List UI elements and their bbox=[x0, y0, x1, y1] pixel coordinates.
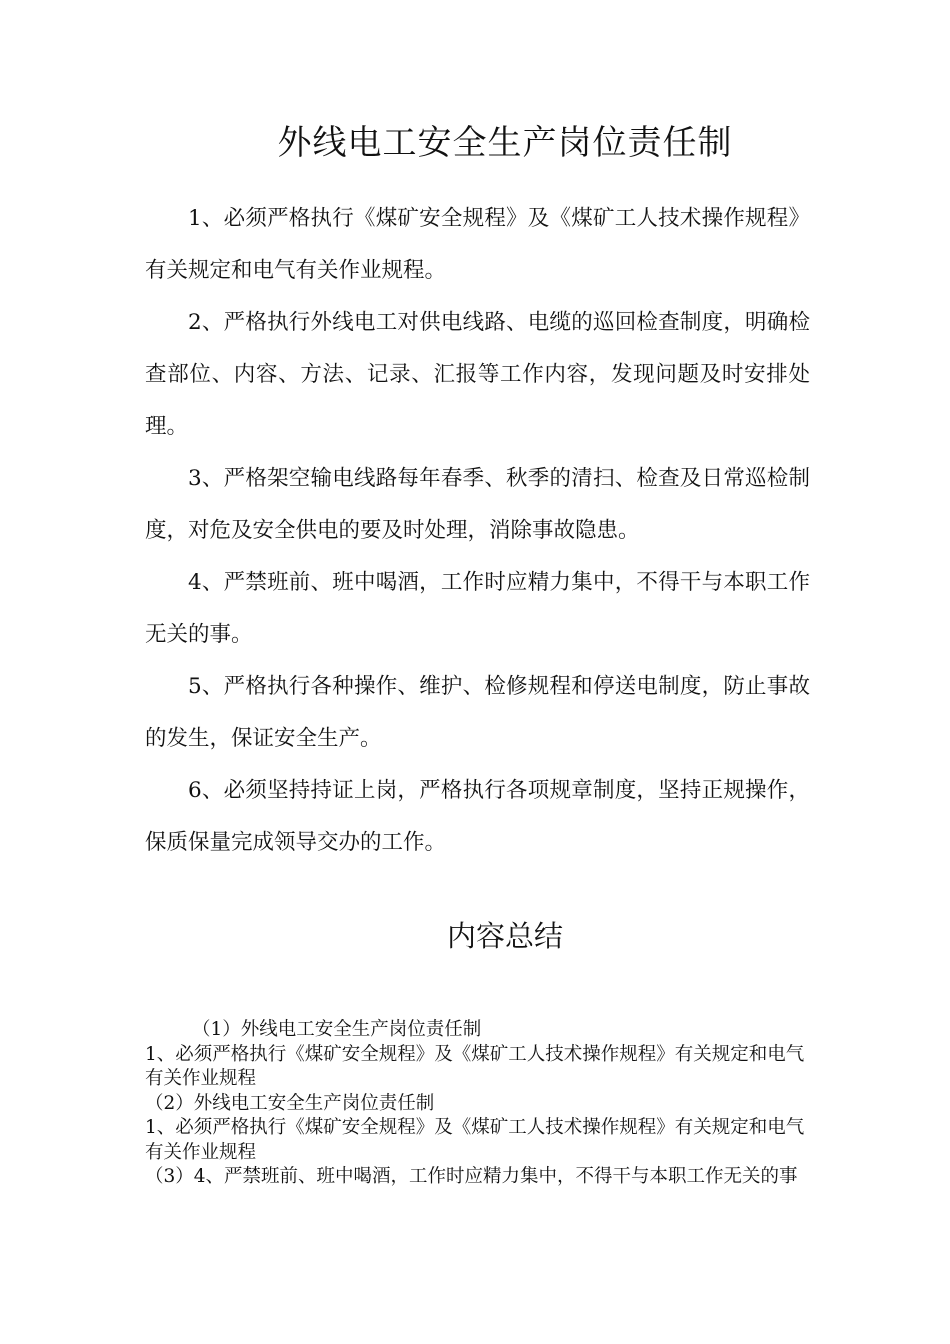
summary-line: （2）外线电工安全生产岗位责任制 bbox=[145, 1092, 435, 1114]
clause-paragraph: 6、必须坚持持证上岗，严格执行各项规章制度，坚持正规操作，保质保量完成领导交办的工作。 bbox=[145, 778, 810, 855]
clause-paragraph: 1、必须严格执行《煤矿安全规程》及《煤矿工人技术操作规程》有关规定和电气有关作业规程。 bbox=[145, 206, 810, 283]
summary-line: （3）4、严禁班前、班中喝酒，工作时应精力集中，不得干与本职工作无关的事 bbox=[145, 1166, 798, 1187]
summary-line: 1、必须严格执行《煤矿安全规程》及《煤矿工人技术操作规程》有关规定和电气有关作业规程 bbox=[145, 1117, 805, 1163]
document-title: 外线电工安全生产岗位责任制 bbox=[277, 123, 733, 163]
document-body bbox=[145, 193, 810, 869]
summary-title: 内容总结 bbox=[446, 919, 563, 953]
clause-paragraph: 2、严格执行外线电工对供电线路、电缆的巡回检查制度，明确检查部位、内容、方法、记录、汇报等工作内容，发现问题及时安排处理。 bbox=[145, 310, 810, 439]
summary-section bbox=[145, 1018, 805, 1190]
clause-paragraph: 5、严格执行各种操作、维护、检修规程和停送电制度，防止事故的发生，保证安全生产。 bbox=[145, 674, 810, 751]
clause-paragraph: 3、严格架空输电线路每年春季、秋季的清扫、检查及日常巡检制度，对危及安全供电的要及时处理，消除事故隐患。 bbox=[145, 466, 810, 543]
summary-line: 1、必须严格执行《煤矿安全规程》及《煤矿工人技术操作规程》有关规定和电气有关作业规程 bbox=[145, 1043, 805, 1089]
clause-paragraph: 4、严禁班前、班中喝酒，工作时应精力集中，不得干与本职工作无关的事。 bbox=[145, 570, 810, 647]
summary-line: （1）外线电工安全生产岗位责任制 bbox=[192, 1019, 482, 1040]
